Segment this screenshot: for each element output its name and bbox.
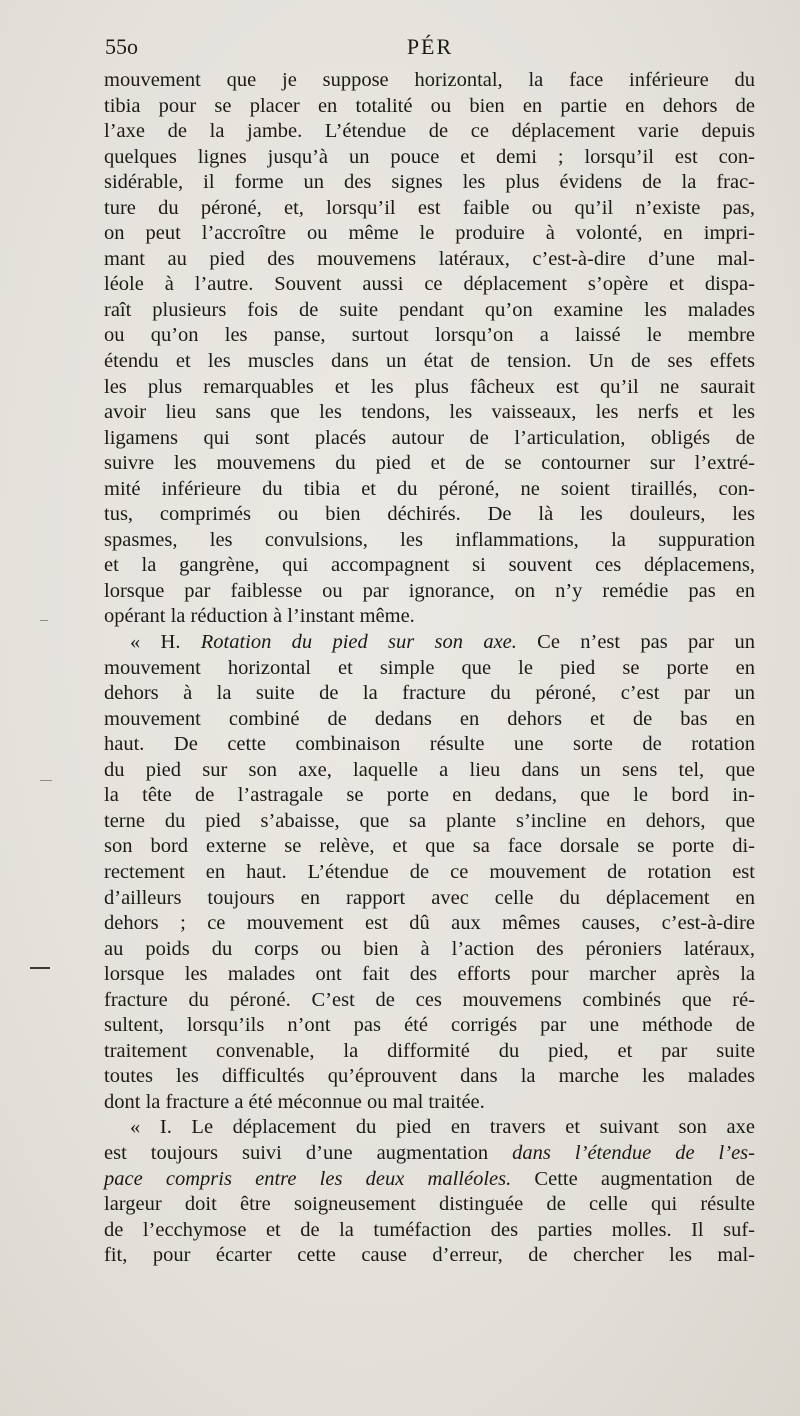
line-text: dehors ; ce mouvement est dû aux mêmes causes, c’est-à-dire bbox=[104, 912, 755, 935]
running-head bbox=[105, 34, 755, 64]
text-line bbox=[104, 988, 755, 1014]
text-line bbox=[104, 886, 755, 912]
line-text: son bord externe se relève, et que sa face dorsale se porte di- bbox=[104, 835, 755, 858]
line-text: au poids du corps ou bien à l’action des péroniers latéraux, bbox=[104, 937, 755, 960]
text-line bbox=[104, 426, 755, 452]
line-text: terne du pied s’abaisse, que sa plante s’incline en dehors, que bbox=[104, 809, 755, 832]
text-line bbox=[104, 656, 755, 682]
text-line bbox=[104, 298, 755, 324]
body-text bbox=[104, 68, 755, 1269]
text-line bbox=[104, 1167, 755, 1193]
text-line bbox=[104, 962, 755, 988]
line-text: mouvement que je suppose horizontal, la face inférieure du bbox=[104, 69, 755, 91]
text-line bbox=[104, 375, 755, 401]
line-text: spasmes, les convulsions, les inflammations, la suppuration bbox=[104, 528, 755, 551]
line-text: mouvement combiné de dedans en dehors et de bas en bbox=[104, 707, 755, 730]
line-text: dont la fracture a été méconnue ou mal traitée. bbox=[104, 1090, 485, 1113]
text-line bbox=[104, 502, 755, 528]
text-line bbox=[104, 119, 755, 145]
text-line bbox=[104, 630, 755, 656]
line-text: fit, pour écarter cette cause d’erreur, de chercher les mal- bbox=[104, 1244, 755, 1267]
text-line bbox=[104, 809, 755, 835]
text-line bbox=[104, 1243, 755, 1269]
line-text: largeur doit être soigneusement distinguée de celle qui résulte bbox=[104, 1193, 755, 1216]
text-line bbox=[104, 1141, 755, 1167]
text-line bbox=[104, 860, 755, 886]
text-line bbox=[104, 1192, 755, 1218]
italic-text: dans l’étendue de l’es- bbox=[512, 1141, 755, 1164]
text-line bbox=[104, 783, 755, 809]
line-text: raît plusieurs fois de suite pendant qu’on examine les malades bbox=[104, 298, 755, 321]
line-text: opérant la réduction à l’instant même. bbox=[104, 605, 415, 628]
text-line bbox=[104, 221, 755, 247]
text-line bbox=[104, 528, 755, 554]
text-line bbox=[104, 604, 755, 630]
line-text: haut. De cette combinaison résulte une sorte de rotation bbox=[104, 733, 755, 756]
text-line bbox=[104, 170, 755, 196]
margin-dash bbox=[40, 620, 48, 621]
line-text: mant au pied des mouvemens latéraux, c’est-à-dire d’une mal- bbox=[104, 247, 755, 270]
text-line bbox=[104, 707, 755, 733]
text-line bbox=[104, 1090, 755, 1116]
line-text: traitement convenable, la difformité du pied, et par suite bbox=[104, 1039, 755, 1062]
text-line bbox=[104, 451, 755, 477]
running-title: PÉR bbox=[406, 34, 454, 59]
text-line bbox=[104, 477, 755, 503]
line-text: sultent, lorsqu’ils n’ont pas été corrigés par une méthode de bbox=[104, 1014, 755, 1037]
line-text: quelques lignes jusqu’à un pouce et demi ; lorsqu’il est con- bbox=[104, 145, 755, 168]
text-line bbox=[104, 681, 755, 707]
text-line bbox=[104, 553, 755, 579]
line-text: rectement en haut. L’étendue de ce mouvement de rotation est bbox=[104, 860, 755, 883]
line-text: toutes les difficultés qu’éprouvent dans la marche les malades bbox=[104, 1065, 755, 1088]
text-line bbox=[104, 1115, 755, 1141]
text-line bbox=[104, 349, 755, 375]
text-line bbox=[104, 145, 755, 171]
text-line bbox=[104, 1218, 755, 1244]
line-text: dehors à la suite de la fracture du péroné, c’est par un bbox=[104, 682, 755, 705]
line-text: mité inférieure du tibia et du péroné, ne soient tiraillés, con- bbox=[104, 477, 755, 500]
text-line bbox=[104, 1039, 755, 1065]
text-line bbox=[104, 937, 755, 963]
line-text: tus, comprimés ou bien déchirés. De là les douleurs, les bbox=[104, 503, 755, 526]
line-text: Ce n’est pas par un bbox=[516, 631, 755, 654]
text-line bbox=[104, 400, 755, 426]
line-text: est toujours suivi d’une augmentation bbox=[104, 1141, 513, 1164]
line-text: lorsque par faiblesse ou par ignorance, on n’y remédie pas en bbox=[104, 579, 755, 602]
line-text: tibia pour se placer en totalité ou bien en partie en dehors de bbox=[104, 94, 755, 117]
line-text: la tête de l’astragale se porte en dedans, que le bord in- bbox=[104, 784, 755, 807]
line-text: d’ailleurs toujours en rapport avec celle du déplacement en bbox=[104, 886, 755, 909]
line-text: lorsque les malades ont fait des efforts pour marcher après la bbox=[104, 963, 755, 986]
line-text: léole à l’autre. Souvent aussi ce déplacement s’opère et dispa- bbox=[104, 273, 755, 296]
text-line bbox=[104, 94, 755, 120]
line-text: ture du péroné, et, lorsqu’il est faible ou qu’il n’existe pas, bbox=[104, 196, 755, 219]
italic-text: Rotation du pied sur son axe. bbox=[200, 631, 517, 654]
text-line bbox=[104, 247, 755, 273]
text-line bbox=[104, 68, 755, 94]
text-line bbox=[104, 579, 755, 605]
text-line bbox=[104, 911, 755, 937]
line-text: sidérable, il forme un des signes les plus évidens de la frac- bbox=[104, 171, 755, 194]
text-line bbox=[104, 272, 755, 298]
line-text: et la gangrène, qui accompagnent si souvent ces déplacemens, bbox=[104, 554, 755, 577]
text-line bbox=[104, 834, 755, 860]
text-line bbox=[104, 196, 755, 222]
line-text: l’axe de la jambe. L’étendue de ce déplacement varie depuis bbox=[104, 120, 755, 143]
line-text: avoir lieu sans que les tendons, les vaisseaux, les nerfs et les bbox=[104, 401, 755, 424]
line-text: mouvement horizontal et simple que le pied se porte en bbox=[104, 656, 755, 679]
page-number: 55o bbox=[105, 34, 138, 59]
line-text: « H. bbox=[130, 631, 201, 654]
line-text: ou qu’on les panse, surtout lorsqu’on a laissé le membre bbox=[104, 324, 755, 347]
text-line bbox=[104, 758, 755, 784]
line-text: de l’ecchymose et de la tuméfaction des parties molles. Il suf- bbox=[104, 1218, 755, 1241]
line-text: étendu et les muscles dans un état de tension. Un de ses effets bbox=[104, 350, 755, 373]
margin-dash bbox=[30, 967, 50, 969]
line-text: fracture du péroné. C’est de ces mouvemens combinés que ré- bbox=[104, 988, 755, 1011]
line-text: les plus remarquables et les plus fâcheux est qu’il ne saurait bbox=[104, 375, 755, 398]
line-text: Cette augmentation de bbox=[511, 1167, 755, 1190]
line-text: du pied sur son axe, laquelle a lieu dans un sens tel, que bbox=[104, 758, 755, 781]
line-text: suivre les mouvemens du pied et de se contourner sur l’extré- bbox=[104, 452, 755, 475]
margin-dash bbox=[40, 780, 52, 781]
line-text: « I. Le déplacement du pied en travers et suivant son axe bbox=[130, 1116, 755, 1139]
text-line bbox=[104, 732, 755, 758]
text-line bbox=[104, 323, 755, 349]
text-line bbox=[104, 1013, 755, 1039]
text-line bbox=[104, 1064, 755, 1090]
line-text: ligamens qui sont placés autour de l’articulation, obligés de bbox=[104, 426, 755, 449]
italic-text: pace compris entre les deux malléoles. bbox=[104, 1167, 512, 1190]
line-text: on peut l’accroître ou même le produire à volonté, en impri- bbox=[104, 222, 755, 245]
